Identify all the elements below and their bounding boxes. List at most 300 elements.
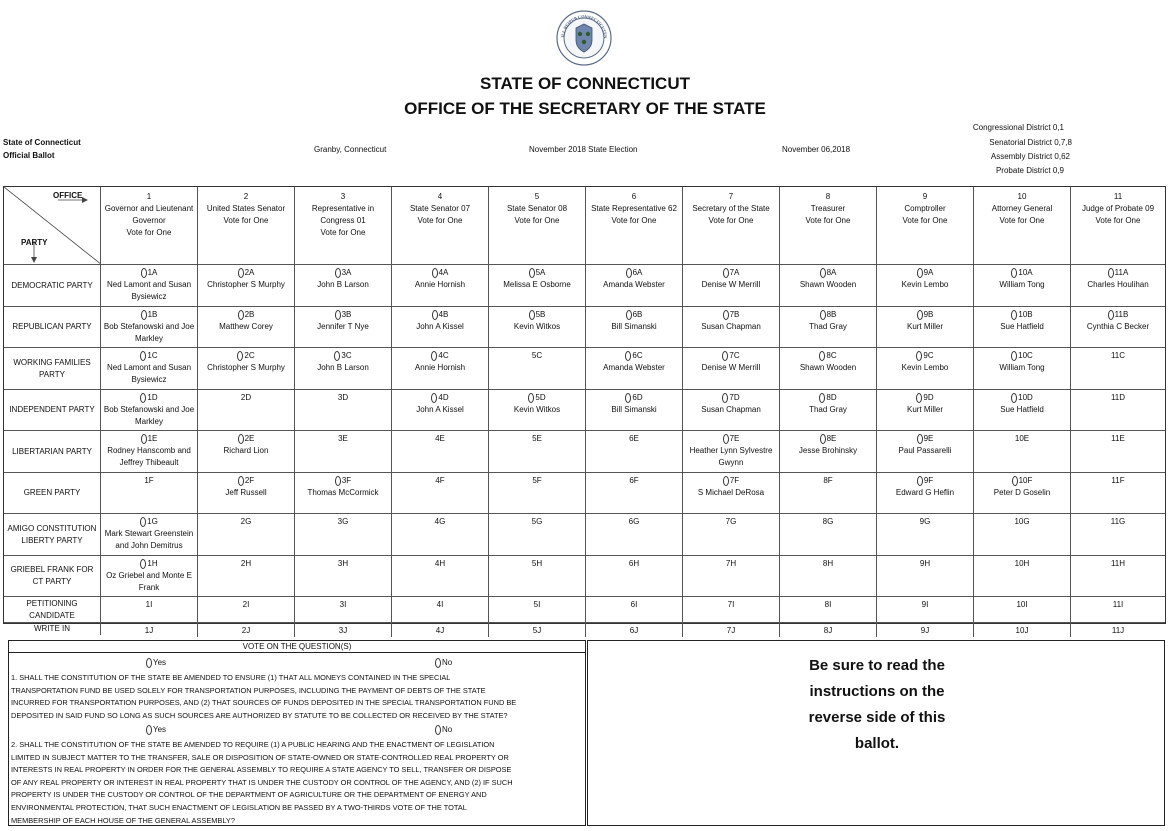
- party-label: INDEPENDENT PARTY: [4, 390, 101, 431]
- vote-oval[interactable]: [1012, 476, 1018, 486]
- candidate-code: 6C: [632, 351, 643, 360]
- candidate-code: 10F: [1018, 476, 1033, 485]
- vote-oval[interactable]: [238, 434, 244, 444]
- candidate-cell-11E: [1071, 431, 1165, 473]
- district-probate: Probate District 0,9: [995, 166, 1064, 175]
- candidate-code: 7I: [727, 600, 735, 609]
- vote-oval[interactable]: [140, 559, 146, 569]
- candidate-cell-10J: [974, 623, 1071, 637]
- candidate-name: Shawn Wooden: [799, 363, 857, 372]
- vote-oval[interactable]: [820, 434, 826, 444]
- office-title-line: Attorney General: [991, 204, 1053, 213]
- election-date: November 06,2018: [782, 145, 851, 154]
- candidate-code: 4A: [438, 268, 449, 277]
- office-number: 9: [922, 192, 928, 201]
- vote-oval[interactable]: [723, 476, 729, 486]
- candidate-code: 8B: [826, 310, 837, 319]
- candidate-cell-11A[interactable]: [1071, 265, 1165, 307]
- office-title-line: Vote for One: [611, 216, 657, 225]
- candidate-cell-7D[interactable]: [683, 390, 780, 431]
- candidate-name: Amanda Webster: [603, 280, 665, 289]
- candidate-code: 10B: [1018, 310, 1033, 319]
- candidate-cell-9B[interactable]: [877, 307, 974, 348]
- candidate-cell-5E: [489, 431, 586, 473]
- candidate-code: 5E: [532, 434, 542, 443]
- candidate-code: 1J: [144, 626, 154, 635]
- vote-oval[interactable]: [820, 268, 826, 278]
- candidate-cell-9F[interactable]: [877, 473, 974, 514]
- candidate-name: Kevin Lembo: [901, 363, 949, 372]
- office-header-10: [974, 187, 1071, 265]
- question-1-text: [11, 672, 585, 722]
- q2-yes-option[interactable]: [146, 725, 166, 735]
- party-label: GRIEBEL FRANK FOR CT PARTY: [4, 556, 101, 597]
- candidate-name: Richard Lion: [223, 446, 269, 455]
- office-number: 7: [728, 192, 734, 201]
- office-title-line: Comptroller: [904, 204, 946, 213]
- candidate-cell-2J: [198, 623, 295, 637]
- candidate-code: 4I: [436, 600, 444, 609]
- candidate-cell-11G: [1071, 514, 1165, 556]
- candidate-cell-6B[interactable]: [586, 307, 683, 348]
- district-assembly: Assembly District 0,62: [990, 152, 1070, 161]
- candidate-cell-10G: [974, 514, 1071, 556]
- candidate-name: Bill Simanski: [611, 405, 657, 414]
- vote-oval[interactable]: [238, 476, 244, 486]
- candidate-cell-7A[interactable]: [683, 265, 780, 307]
- candidate-name: Sue Hatfield: [1000, 322, 1044, 331]
- office-title-line: Representative in: [311, 204, 375, 213]
- vote-oval[interactable]: [625, 393, 631, 403]
- candidate-code: 7A: [729, 268, 740, 277]
- candidate-code: 9I: [921, 600, 929, 609]
- candidate-name: Sue Hatfield: [1000, 405, 1044, 414]
- office-title-line: State Representative 62: [591, 204, 677, 213]
- vote-oval[interactable]: [916, 351, 922, 361]
- vote-oval[interactable]: [819, 351, 825, 361]
- candidate-cell-8E[interactable]: [780, 431, 877, 473]
- office-header-3: [295, 187, 392, 265]
- office-number: 6: [631, 192, 637, 201]
- candidate-cell-9D[interactable]: [877, 390, 974, 431]
- office-title-line: Vote for One: [708, 216, 754, 225]
- candidate-cell-11D: [1071, 390, 1165, 431]
- candidate-name: William Tong: [999, 363, 1045, 372]
- candidate-cell-2E[interactable]: [198, 431, 295, 473]
- vote-oval[interactable]: [529, 310, 535, 320]
- candidate-cell-4D[interactable]: [392, 390, 489, 431]
- office-header-1: [101, 187, 198, 265]
- candidate-cell-5A[interactable]: [489, 265, 586, 307]
- candidate-name: Susan Chapman: [701, 405, 761, 414]
- candidate-name: Bob Stefanowski and Joe Markley: [103, 405, 195, 426]
- candidate-cell-8C[interactable]: [780, 348, 877, 390]
- vote-oval[interactable]: [723, 434, 729, 444]
- candidate-cell-6D[interactable]: [586, 390, 683, 431]
- candidate-code: 7H: [725, 559, 737, 568]
- candidate-cell-8I: [780, 597, 877, 623]
- vote-oval[interactable]: [722, 393, 728, 403]
- office-title-line: Vote for One: [902, 216, 948, 225]
- vote-oval[interactable]: [1011, 351, 1017, 361]
- office-header-4: [392, 187, 489, 265]
- candidate-cell-9C[interactable]: [877, 348, 974, 390]
- q2-no-oval[interactable]: [435, 725, 441, 735]
- candidate-cell-5F: [489, 473, 586, 514]
- q1-yes-option[interactable]: [146, 658, 166, 668]
- party-label: WORKING FAMILIES PARTY: [4, 348, 101, 390]
- vote-oval[interactable]: [625, 351, 631, 361]
- candidate-cell-6E: [586, 431, 683, 473]
- candidate-code: 11D: [1110, 393, 1126, 402]
- candidate-code: 9F: [923, 476, 934, 485]
- vote-oval[interactable]: [723, 268, 729, 278]
- candidate-cell-3B[interactable]: [295, 307, 392, 348]
- office-header-2: [198, 187, 295, 265]
- candidate-name: S Michael DeRosa: [697, 488, 765, 497]
- candidate-name: Ned Lamont and Susan Bysiewicz: [106, 280, 192, 301]
- candidate-name: Heather Lynn Sylvestre Gwynn: [689, 446, 773, 467]
- candidate-code: 8D: [826, 393, 837, 402]
- vote-oval[interactable]: [431, 393, 437, 403]
- q2-yes-oval[interactable]: [146, 725, 152, 735]
- office-label: OFFICE: [53, 191, 83, 200]
- candidate-cell-10D[interactable]: [974, 390, 1071, 431]
- candidate-cell-5B[interactable]: [489, 307, 586, 348]
- vote-oval[interactable]: [1108, 268, 1114, 278]
- notice-line: reverse side of this: [808, 709, 946, 726]
- candidate-code: 7G: [725, 517, 737, 526]
- office-title-line: Governor and Lieutenant: [104, 204, 194, 213]
- candidate-code: 4B: [438, 310, 449, 319]
- vote-oval[interactable]: [626, 310, 632, 320]
- q1-no-label: No: [442, 658, 453, 668]
- q2-no-option[interactable]: [435, 725, 452, 735]
- candidate-code: 7B: [729, 310, 740, 319]
- candidate-name: Cynthia C Becker: [1086, 322, 1150, 331]
- vote-oval[interactable]: [917, 268, 923, 278]
- candidate-code: 6H: [628, 559, 640, 568]
- candidate-cell-4B[interactable]: [392, 307, 489, 348]
- candidate-code: 11I: [1112, 600, 1124, 609]
- candidate-cell-10I: [974, 597, 1071, 623]
- candidate-cell-7G: [683, 514, 780, 556]
- candidate-cell-6I: [586, 597, 683, 623]
- vote-oval[interactable]: [432, 268, 438, 278]
- candidate-cell-4I: [392, 597, 489, 623]
- candidate-code: 10G: [1014, 517, 1030, 526]
- vote-oval[interactable]: [141, 310, 147, 320]
- candidate-code: 8C: [826, 351, 837, 360]
- vote-oval[interactable]: [1011, 268, 1017, 278]
- candidate-cell-4J: [392, 623, 489, 637]
- office-number: 3: [340, 192, 346, 201]
- candidate-code: 8A: [826, 268, 837, 277]
- office-title-line: Vote for One: [320, 228, 366, 237]
- q1-no-oval[interactable]: [435, 658, 441, 668]
- vote-oval[interactable]: [141, 268, 147, 278]
- vote-oval[interactable]: [917, 310, 923, 320]
- candidate-code: 6A: [632, 268, 643, 277]
- candidate-cell-7F[interactable]: [683, 473, 780, 514]
- candidate-cell-1E[interactable]: [101, 431, 198, 473]
- vote-oval[interactable]: [141, 434, 147, 444]
- candidate-code: 5G: [531, 517, 543, 526]
- candidate-cell-4C[interactable]: [392, 348, 489, 390]
- candidate-name: Susan Chapman: [701, 322, 761, 331]
- vote-oval[interactable]: [238, 268, 244, 278]
- vote-oval[interactable]: [1011, 393, 1017, 403]
- candidate-cell-10E: [974, 431, 1071, 473]
- candidate-cell-3A[interactable]: [295, 265, 392, 307]
- vote-oval[interactable]: [335, 310, 341, 320]
- candidate-code: 6I: [630, 600, 638, 609]
- candidate-cell-8A[interactable]: [780, 265, 877, 307]
- candidate-code: 1D: [147, 393, 158, 402]
- vote-oval[interactable]: [140, 393, 146, 403]
- candidate-cell-4F: [392, 473, 489, 514]
- candidate-name: Kevin Witkos: [513, 405, 561, 414]
- candidate-cell-2A[interactable]: [198, 265, 295, 307]
- office-title-line: State Senator 08: [506, 204, 568, 213]
- candidate-code: 5D: [535, 393, 546, 402]
- office-header-9: [877, 187, 974, 265]
- candidate-name: Kevin Lembo: [901, 280, 949, 289]
- candidate-cell-8J: [780, 623, 877, 637]
- candidate-code: 10C: [1018, 351, 1033, 360]
- candidate-code: 7C: [729, 351, 740, 360]
- candidate-cell-5D[interactable]: [489, 390, 586, 431]
- candidate-cell-2I: [198, 597, 295, 623]
- candidate-code: 3E: [338, 434, 348, 443]
- ballot-state-label: State of Connecticut: [3, 138, 81, 147]
- party-label: DEMOCRATIC PARTY: [4, 265, 101, 307]
- state-seal: [556, 10, 612, 66]
- candidate-cell-2G: [198, 514, 295, 556]
- candidate-code: 11A: [1114, 268, 1129, 277]
- candidate-cell-2F[interactable]: [198, 473, 295, 514]
- office-header-7: [683, 187, 780, 265]
- candidate-cell-3D: [295, 390, 392, 431]
- candidate-cell-5G: [489, 514, 586, 556]
- candidate-cell-11C: [1071, 348, 1165, 390]
- candidate-code: 8I: [824, 600, 832, 609]
- candidate-code: 11E: [1111, 434, 1125, 443]
- candidate-cell-6A[interactable]: [586, 265, 683, 307]
- ballot-grid: [3, 186, 1166, 635]
- candidate-cell-2H: [198, 556, 295, 597]
- vote-oval[interactable]: [917, 476, 923, 486]
- candidate-cell-4G: [392, 514, 489, 556]
- candidate-cell-10C[interactable]: [974, 348, 1071, 390]
- candidate-cell-1A[interactable]: [101, 265, 198, 307]
- vote-oval[interactable]: [819, 393, 825, 403]
- party-label: WRITE IN: [4, 623, 101, 635]
- vote-oval[interactable]: [335, 268, 341, 278]
- vote-oval[interactable]: [140, 517, 146, 527]
- candidate-cell-8G: [780, 514, 877, 556]
- candidate-cell-5I: [489, 597, 586, 623]
- candidate-name: Bill Simanski: [611, 322, 657, 331]
- candidate-cell-1H[interactable]: [101, 556, 198, 597]
- q2-yes-label: Yes: [153, 725, 167, 735]
- q2-line: OF ANY REAL PROPERTY OR INTEREST IN REAL PROPERTY THAT IS UNDER THE CUSTODY OR CONTROL OF THE AGENCY, AND (2) IF SUCH: [11, 777, 513, 787]
- candidate-name: Amanda Webster: [603, 363, 665, 372]
- vote-oval[interactable]: [1011, 310, 1017, 320]
- vote-oval[interactable]: [431, 351, 437, 361]
- candidate-code: 4E: [435, 434, 445, 443]
- candidate-cell-11F: [1071, 473, 1165, 514]
- candidate-cell-6C[interactable]: [586, 348, 683, 390]
- q1-line: 1. SHALL THE CONSTITUTION OF THE STATE BE AMENDED TO ENSURE (1) THAT ALL MONEYS CONTAINED IN THE SPECIAL: [11, 673, 451, 682]
- vote-oval[interactable]: [916, 393, 922, 403]
- party-label: PETITIONING CANDIDATE: [4, 597, 101, 623]
- candidate-cell-8F: [780, 473, 877, 514]
- candidate-cell-3C[interactable]: [295, 348, 392, 390]
- candidate-code: 9D: [923, 393, 934, 402]
- candidate-cell-11H: [1071, 556, 1165, 597]
- candidate-cell-10F[interactable]: [974, 473, 1071, 514]
- candidate-code: 6J: [629, 626, 639, 635]
- candidate-code: 3B: [341, 310, 352, 319]
- vote-oval[interactable]: [528, 393, 534, 403]
- candidate-cell-3G: [295, 514, 392, 556]
- candidate-code: 3I: [339, 600, 347, 609]
- vote-oval[interactable]: [626, 268, 632, 278]
- candidate-code: 11J: [1111, 626, 1125, 635]
- candidate-cell-7B[interactable]: [683, 307, 780, 348]
- candidate-code: 3D: [337, 393, 349, 402]
- candidate-cell-3J: [295, 623, 392, 637]
- candidate-cell-10A[interactable]: [974, 265, 1071, 307]
- candidate-code: 5J: [532, 626, 542, 635]
- candidate-code: 9G: [919, 517, 931, 526]
- office-title-line: Congress 01: [320, 216, 366, 225]
- candidate-cell-7C[interactable]: [683, 348, 780, 390]
- office-title-line: Vote for One: [999, 216, 1045, 225]
- candidate-cell-4E: [392, 431, 489, 473]
- candidate-code: 6G: [628, 517, 640, 526]
- candidate-code: 10D: [1018, 393, 1033, 402]
- candidate-code: 5A: [535, 268, 546, 277]
- vote-oval[interactable]: [237, 351, 243, 361]
- candidate-cell-1G[interactable]: [101, 514, 198, 556]
- vote-oval[interactable]: [140, 351, 146, 361]
- vote-oval[interactable]: [917, 434, 923, 444]
- candidate-cell-11B[interactable]: [1071, 307, 1165, 348]
- candidate-code: 2B: [244, 310, 255, 319]
- notice-line: instructions on the: [809, 683, 945, 700]
- candidate-cell-9A[interactable]: [877, 265, 974, 307]
- candidate-cell-1D[interactable]: [101, 390, 198, 431]
- candidate-code: 1B: [147, 310, 158, 319]
- candidate-cell-10B[interactable]: [974, 307, 1071, 348]
- candidate-code: 2C: [244, 351, 255, 360]
- candidate-code: 9C: [923, 351, 934, 360]
- candidate-cell-1F: [101, 473, 198, 514]
- candidate-code: 8J: [823, 626, 833, 635]
- candidate-cell-3H: [295, 556, 392, 597]
- party-label: LIBERTARIAN PARTY: [4, 431, 101, 473]
- office-title-line: Vote for One: [126, 228, 172, 237]
- candidate-code: 9B: [923, 310, 934, 319]
- candidate-code: 10J: [1015, 626, 1029, 635]
- candidate-cell-2B[interactable]: [198, 307, 295, 348]
- candidate-code: 1E: [147, 434, 158, 443]
- question-2-text: [11, 739, 585, 827]
- q1-yes-oval[interactable]: [146, 658, 152, 668]
- candidate-cell-8D[interactable]: [780, 390, 877, 431]
- candidate-code: 5F: [532, 476, 542, 485]
- candidate-code: 7F: [729, 476, 740, 485]
- candidate-name: Jennifer T Nye: [317, 322, 369, 331]
- office-title-line: United States Senator: [206, 204, 286, 213]
- candidate-code: 3H: [337, 559, 349, 568]
- candidate-name: Thomas McCormick: [307, 488, 379, 497]
- vote-oval[interactable]: [432, 310, 438, 320]
- office-title-line: Governor: [132, 216, 166, 225]
- vote-oval[interactable]: [335, 476, 341, 486]
- q1-no-option[interactable]: [435, 658, 452, 668]
- vote-oval[interactable]: [334, 351, 340, 361]
- candidate-code: 1H: [147, 559, 158, 568]
- candidate-cell-5H: [489, 556, 586, 597]
- candidate-code: 9J: [920, 626, 930, 635]
- q1-yes-label: Yes: [153, 658, 167, 668]
- candidate-cell-8B[interactable]: [780, 307, 877, 348]
- candidate-name: Thad Gray: [809, 322, 847, 331]
- candidate-cell-1C[interactable]: [101, 348, 198, 390]
- candidate-cell-4A[interactable]: [392, 265, 489, 307]
- candidate-code: 4C: [438, 351, 449, 360]
- candidate-cell-11I: [1071, 597, 1165, 623]
- candidate-name: Kurt Miller: [906, 405, 943, 414]
- candidate-code: 11G: [1110, 517, 1126, 526]
- candidate-code: 2I: [242, 600, 250, 609]
- candidate-name: Denise W Merrill: [701, 363, 761, 372]
- candidate-code: 4H: [434, 559, 446, 568]
- vote-oval[interactable]: [529, 268, 535, 278]
- candidate-cell-2C[interactable]: [198, 348, 295, 390]
- vote-oval[interactable]: [238, 310, 244, 320]
- svg-text:SIGILL REIPUB CONNECTICUTENSIS: ILL REIPUB CONNECTICUTEN: [559, 13, 609, 39]
- candidate-code: 2A: [244, 268, 255, 277]
- candidate-code: 2G: [240, 517, 252, 526]
- candidate-cell-9E[interactable]: [877, 431, 974, 473]
- candidate-cell-3E: [295, 431, 392, 473]
- candidate-name: Christopher S Murphy: [207, 363, 285, 372]
- candidate-cell-5C: [489, 348, 586, 390]
- candidate-cell-1J: [101, 623, 198, 637]
- vote-oval[interactable]: [820, 310, 826, 320]
- candidate-code: 1C: [147, 351, 158, 360]
- vote-oval[interactable]: [1108, 310, 1114, 320]
- candidate-cell-1B[interactable]: [101, 307, 198, 348]
- office-number: 8: [825, 192, 831, 201]
- candidate-cell-7E[interactable]: [683, 431, 780, 473]
- candidate-code: 10H: [1014, 559, 1030, 568]
- vote-oval[interactable]: [723, 310, 729, 320]
- office-title-line: Vote for One: [1095, 216, 1141, 225]
- notice-line: ballot.: [854, 735, 900, 752]
- vote-oval[interactable]: [722, 351, 728, 361]
- candidate-code: 5H: [531, 559, 543, 568]
- candidate-cell-3F[interactable]: [295, 473, 392, 514]
- q2-line: INTERESTS IN REAL PROPERTY IN ORDER FOR THE GENERAL ASSEMBLY TO REQUIRE A STATE AGENCY TO SELL, TRANSFER OR DISPOSE: [11, 765, 512, 775]
- candidate-name: Rodney Hanscomb and Jeffrey Thibeault: [107, 446, 191, 467]
- office-title-line: Vote for One: [805, 216, 851, 225]
- candidate-code: 10A: [1018, 268, 1033, 277]
